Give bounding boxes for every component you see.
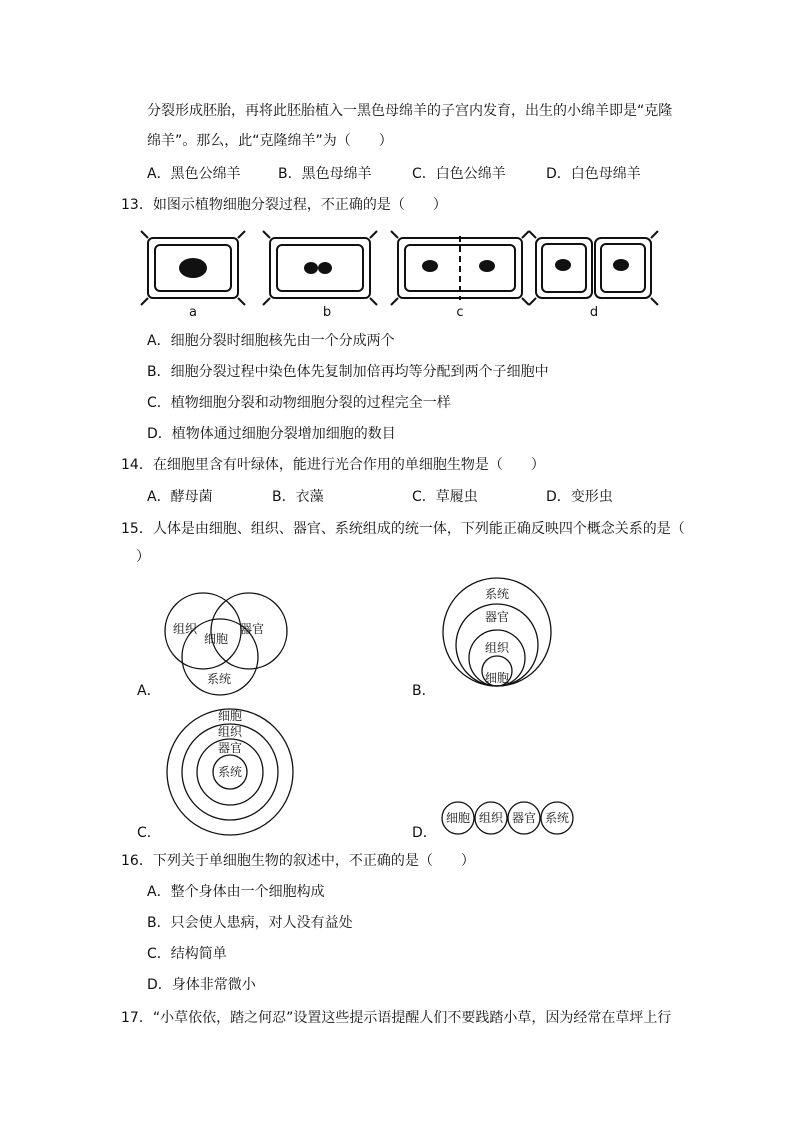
- cell-division-figure: [0, 228, 794, 328]
- cell-c: [391, 231, 529, 305]
- q15-stem-1: 15．人体是由细胞、组织、器官、系统组成的统一体，下列能正确反映四个概念关系的是（: [121, 521, 685, 537]
- q12-line-2: 绵羊”。那么，此“克隆绵羊”为（ ）: [147, 133, 393, 149]
- a-tissue: 组织: [172, 622, 198, 636]
- d-cell: 细胞: [445, 811, 471, 825]
- q17-stem: 17．“小草依依，踏之何忍”设置这些提示语提醒人们不要践踏小草，因为经常在草坪上行: [121, 1010, 672, 1026]
- q14-stem: 14．在细胞里含有叶绿体，能进行光合作用的单细胞生物是（ ）: [121, 457, 545, 473]
- q13-option-b[interactable]: B．细胞分裂过程中染色体先复制加倍再均等分配到两个子细胞中: [147, 364, 549, 380]
- nucleus-b-1: [304, 262, 318, 274]
- q16-option-b[interactable]: B．只会使人患病，对人没有益处: [147, 915, 353, 931]
- q14-option-b[interactable]: B．衣藻: [272, 489, 324, 505]
- b-system: 系统: [484, 587, 510, 601]
- q16-option-a[interactable]: A．整个身体由一个细胞构成: [147, 884, 325, 900]
- q16-stem: 16．下列关于单细胞生物的叙述中，不正确的是（ ）: [121, 853, 475, 869]
- a-system: 系统: [206, 672, 232, 686]
- label-b: b: [322, 305, 332, 320]
- nucleus-c-2: [479, 260, 495, 272]
- label-c: c: [456, 305, 464, 320]
- q12-option-c[interactable]: C．白色公绵羊: [412, 166, 506, 182]
- q14-option-c[interactable]: C．草履虫: [412, 489, 478, 505]
- label-d: d: [589, 305, 599, 320]
- nucleus-b-2: [318, 262, 332, 274]
- d-organ: 器官: [511, 811, 537, 825]
- diagram-d: [440, 798, 580, 838]
- q12-option-b[interactable]: B．黑色母绵羊: [278, 166, 372, 182]
- q12-line-1: 分裂形成胚胎，再将此胚胎植入一黑色母绵羊的子宫内发育，出生的小绵羊即是“克隆: [147, 103, 673, 119]
- d-system: 系统: [544, 811, 570, 825]
- q13-option-a[interactable]: A．细胞分裂时细胞核先由一个分成两个: [147, 333, 395, 349]
- diagram-a: [155, 585, 315, 715]
- diagram-b: [432, 577, 562, 697]
- q12-option-a[interactable]: A．黑色公绵羊: [147, 166, 241, 182]
- q15-option-c[interactable]: C．: [137, 825, 161, 841]
- d-tissue: 组织: [478, 811, 504, 825]
- diagram-c: [160, 703, 300, 843]
- q14-option-a[interactable]: A．酵母菌: [147, 489, 213, 505]
- a-organ: 器官: [239, 622, 265, 636]
- q14-option-d[interactable]: D．变形虫: [546, 489, 613, 505]
- b-cell: 细胞: [484, 671, 510, 685]
- c-organ: 器官: [217, 741, 243, 755]
- q12-option-d[interactable]: D．白色母绵羊: [546, 166, 641, 182]
- cell-d: [529, 231, 658, 305]
- nucleus-c-1: [422, 260, 438, 272]
- q13-option-d[interactable]: D．植物体通过细胞分裂增加细胞的数目: [147, 426, 396, 442]
- q13-stem: 13．如图示植物细胞分裂过程，不正确的是（ ）: [121, 197, 447, 213]
- c-cell: 细胞: [217, 709, 243, 723]
- q15-stem-2: ）: [136, 549, 150, 565]
- q16-option-c[interactable]: C．结构简单: [147, 946, 227, 962]
- a-cell: 细胞: [203, 632, 229, 646]
- nucleus-a: [179, 258, 207, 278]
- nucleus-d-2: [613, 259, 629, 271]
- c-tissue: 组织: [217, 725, 243, 739]
- c-system: 系统: [217, 765, 243, 779]
- label-a: a: [189, 305, 197, 320]
- b-organ: 器官: [484, 610, 510, 624]
- q15-option-b[interactable]: B．: [412, 683, 436, 699]
- q15-option-a[interactable]: A．: [137, 683, 161, 699]
- nucleus-d-1: [555, 259, 571, 271]
- q13-option-c[interactable]: C．植物细胞分裂和动物细胞分裂的过程完全一样: [147, 395, 451, 411]
- b-tissue: 组织: [484, 641, 510, 655]
- q15-option-d[interactable]: D．: [412, 825, 437, 841]
- q16-option-d[interactable]: D．身体非常微小: [147, 977, 256, 993]
